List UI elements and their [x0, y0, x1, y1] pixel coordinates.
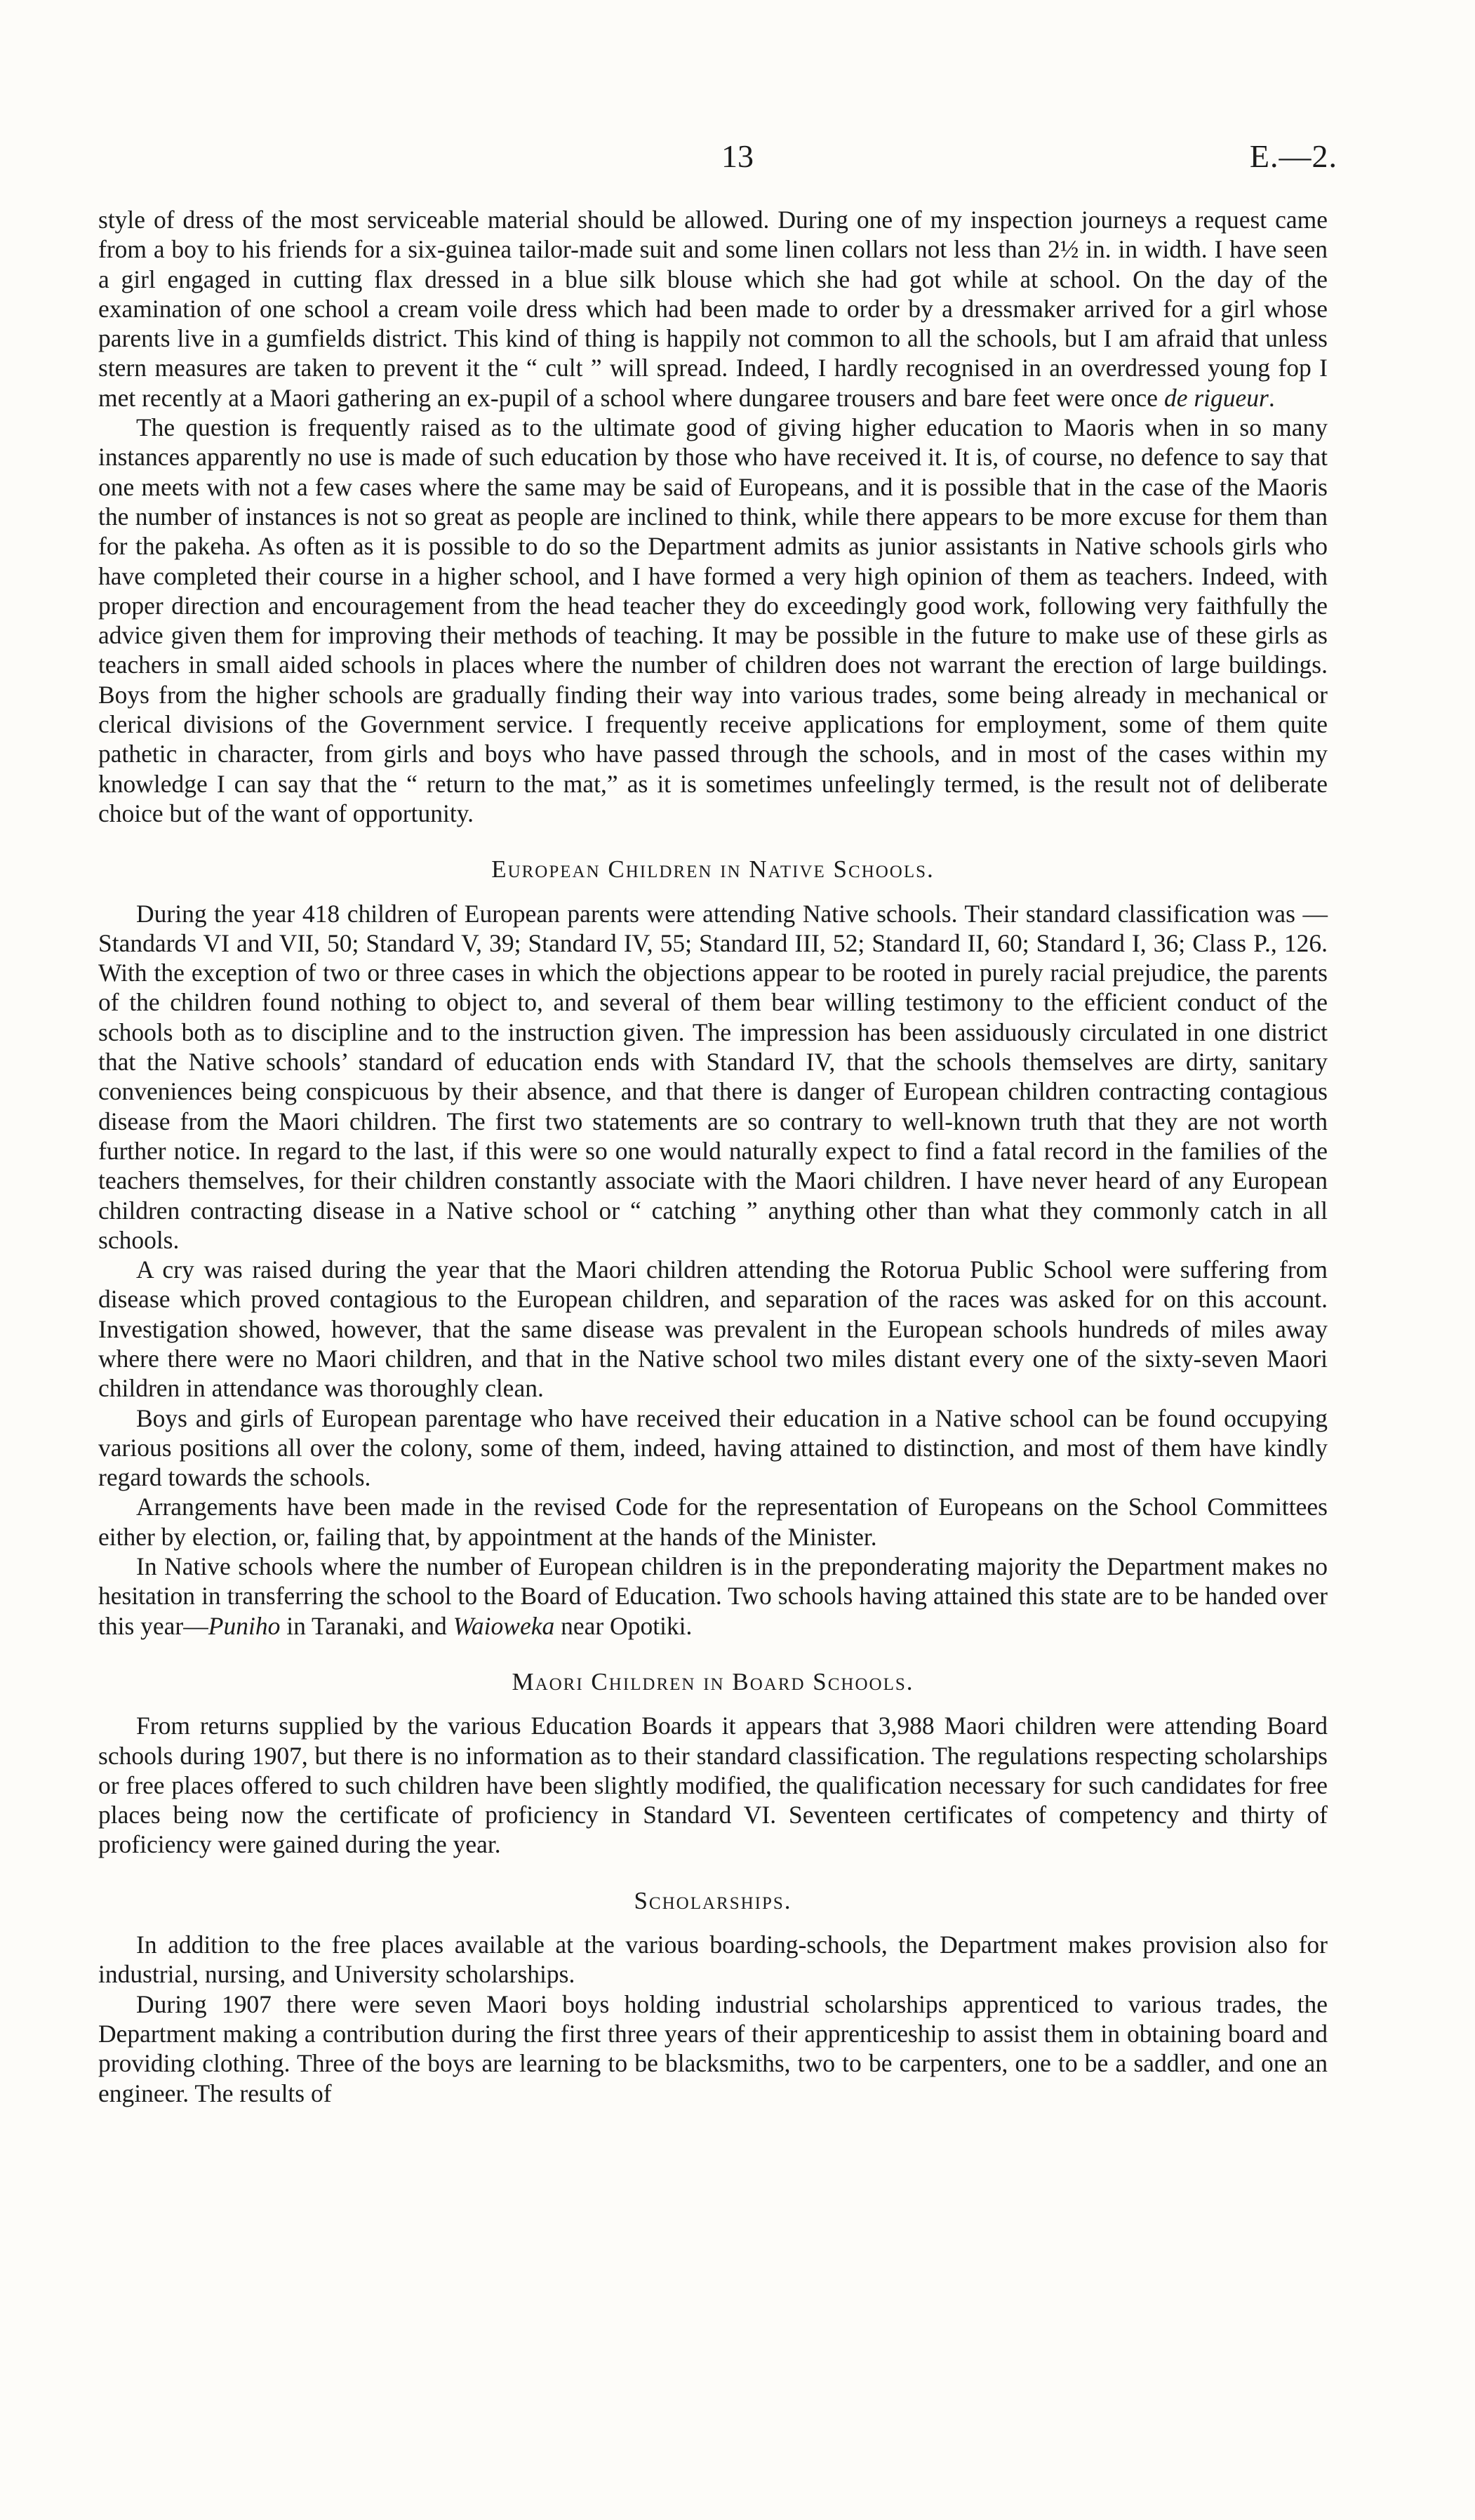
- section-heading: Maori Children in Board Schools.: [512, 1667, 914, 1695]
- paragraph: style of dress of the most serviceable material should be allowed. During one of my inspection journeys a request came from a boy to his friends for a six-guinea tailor-made suit and some linen collars not less than 2½ in. in width. I have seen a girl engaged in cutting flax dressed in a blue silk blouse which she had got while at school. On the day of the examination of one school a cream voile dress which had been made to order by a dressmaker arrived for a girl whose parents live in a gumfields district. This kind of thing is happily not common to all the schools, but I am afraid that unless stern measures are taken to prevent it the “ cult ” will spread. Indeed, I hardly recognised in an overdressed young fop I met recently at a Maori gathering an ex-pupil of a school where dungaree trousers and bare feet were once de rigueur.: [98, 206, 1328, 412]
- italic-phrase: de rigueur: [1163, 383, 1269, 412]
- page-number: 13: [721, 138, 754, 174]
- paragraph: A cry was raised during the year that the Maori children attending the Rotorua Public School were suffering from disease which proved contagious to the European children, and separation of the races was asked for on this account. Investigation showed, however, that the same disease was prevalent in the European schools hundreds of miles away where there were no Maori children, and that in the Native school two miles distant every one of the sixty-seven Maori children in attendance was thoroughly clean.: [98, 1255, 1328, 1403]
- document-reference: E.—2.: [1249, 138, 1337, 174]
- paragraph: During 1907 there were seven Maori boys holding industrial scholarships apprenticed to various trades, the Department making a contribution during the first three years of their apprenticeship to assist them in obtaining board and providing clothing. Three of the boys are learning to be blacksmiths, two to be carpenters, one to be a saddler, and one an engineer. The results of: [98, 1989, 1328, 2107]
- place-name: Waioweka: [453, 1611, 555, 1640]
- paragraph: During the year 418 children of European parents were attending Native schools. Their standard classification was — Standards VI and VII, 50; Standard V, 39; Standard IV, 55; Standard III, 52; Standard II, 60; Standard I, 36; Class P., 126. With the exception of two or three cases in which the objections appear to be rooted in purely racial prejudice, the parents of the children found nothing to object to, and several of them bear willing testimony to the efficient conduct of the schools both as to discipline and to the instruction given. The impression has been assiduously circulated in one district that the Native schools’ standard of education ends with Standard IV, that the schools themselves are dirty, sanitary conveniences being conspicuous by their absence, and that there is danger of European children contracting contagious disease from the Maori children. The first two statements are so contrary to well-known truth that they are not worth further notice. In regard to the last, if this were so one would naturally expect to find a fatal record in the families of the teachers themselves, for their children constantly associate with the Maori children. I have never heard of any European children contracting disease in a Native school or “ catching ” anything other than what they commonly catch in all schools.: [98, 899, 1328, 1254]
- section-heading: Scholarships.: [634, 1886, 792, 1914]
- paragraph: From returns supplied by the various Education Boards it appears that 3,988 Maori children were attending Board schools during 1907, but there is no information as to their standard classification. The regulations respecting scholarships or free places offered to such children have been slightly modified, the qualification necessary for such candidates for free places being now the certificate of proficiency in Standard VI. Seventeen certificates of competency and thirty of proficiency were gained during the year.: [98, 1712, 1328, 1859]
- body-text: [98, 205, 1328, 2108]
- section-heading: European Children in Native Schools.: [491, 855, 935, 884]
- paragraph: Boys and girls of European parentage who have received their education in a Native school can be found occupying various positions all over the colony, some of them, indeed, having attained to distinction, and most of them have kindly regard towards the schools.: [98, 1404, 1328, 1492]
- paragraph: The question is frequently raised as to the ultimate good of giving higher education to Maoris when in so many instances apparently no use is made of such education by those who have received it. It is, of course, no defence to say that one meets with not a few cases where the same may be said of Europeans, and it is possible that in the case of the Maoris the number of instances is not so great as people are inclined to think, while there appears to be more excuse for them than for the pakeha. As often as it is possible to do so the Department admits as junior assistants in Native schools girls who have completed their course in a higher school, and I have formed a very high opinion of them as teachers. Indeed, with proper direction and encouragement from the head teacher they do exceedingly good work, following very faithfully the advice given them for improving their methods of teaching. It may be possible in the future to make use of these girls as teachers in small aided schools in places where the number of children does not warrant the erection of large buildings. Boys from the higher schools are gradually finding their way into various trades, some being already in mechanical or clerical divisions of the Government service. I frequently receive applications for employment, some of them quite pathetic in character, from girls and boys who have passed through the schools, and in most of the cases within my knowledge I can say that the “ return to the mat,” as it is sometimes unfeelingly termed, is the result not of deliberate choice but of the want of opportunity.: [98, 413, 1328, 827]
- paragraph: In Native schools where the number of European children is in the preponderating majority the Department makes no hesitation in transferring the school to the Board of Education. Two schools having attained this state are to be handed over this year—Puniho in Taranaki, and Waioweka near Opotiki.: [98, 1552, 1328, 1640]
- place-name: Puniho: [208, 1611, 281, 1640]
- paragraph: In addition to the free places available at the various boarding-schools, the Department makes provision also for industrial, nursing, and University scholarships.: [98, 1931, 1328, 1989]
- paragraph: Arrangements have been made in the revised Code for the representation of Europeans on the School Committees either by election, or, failing that, by appointment at the hands of the Minister.: [98, 1493, 1328, 1551]
